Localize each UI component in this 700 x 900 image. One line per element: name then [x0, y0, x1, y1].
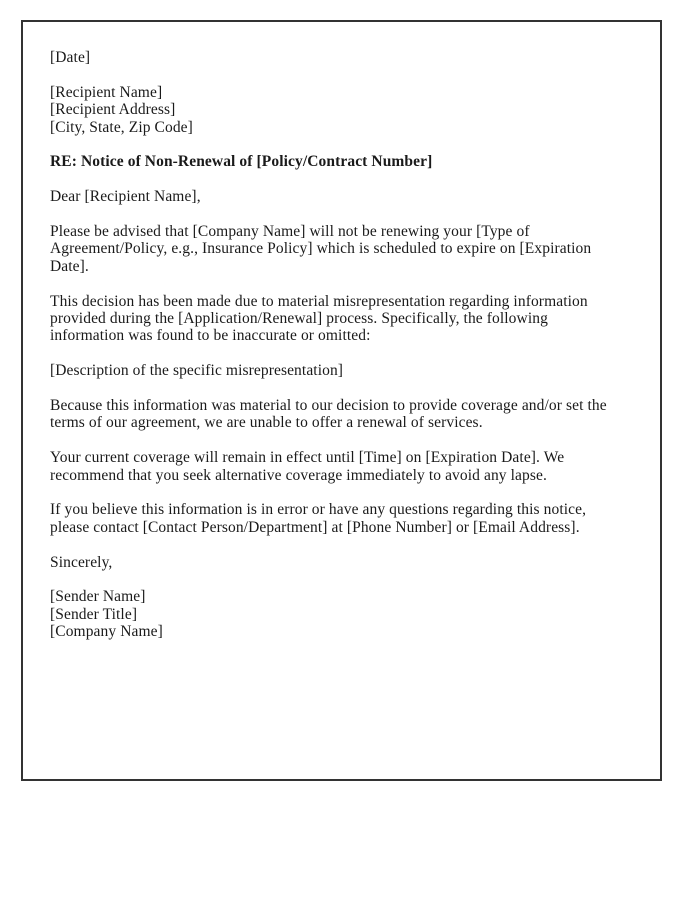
recipient-name-line: [Recipient Name] [50, 83, 163, 101]
signature-block [50, 588, 622, 640]
salutation-line: Dear [Recipient Name], [50, 188, 201, 206]
paragraph-line: If you believe this information is in error or have any questions regarding this notice, [50, 501, 587, 519]
date-block [50, 49, 622, 66]
closing-block [50, 554, 622, 571]
paragraph-misrepresentation-description [50, 362, 622, 379]
recipient-address-line: [Recipient Address] [50, 101, 176, 119]
paragraph-line: [Description of the specific misrepresentation] [50, 362, 344, 380]
paragraph-line: Because this information was material to our decision to provide coverage and/or set the [50, 397, 607, 415]
paragraph-line: Your current coverage will remain in effect until [Time] on [Expiration Date]. We [50, 449, 565, 467]
recipient-city-state-zip-line: [City, State, Zip Code] [50, 118, 193, 136]
paragraph-line: information was found to be inaccurate or omitted: [50, 327, 371, 345]
paragraph-line: recommend that you seek alternative coverage immediately to avoid any lapse. [50, 466, 547, 484]
subject-line: RE: Notice of Non-Renewal of [Policy/Contract Number] [50, 153, 433, 171]
paragraph-contact-info [50, 501, 622, 536]
paragraph-line: please contact [Contact Person/Department] at [Phone Number] or [Email Address]. [50, 518, 580, 536]
paragraph-line: terms of our agreement, we are unable to offer a renewal of services. [50, 414, 483, 432]
letter-page [21, 20, 662, 781]
subject-block [50, 153, 622, 170]
paragraph-coverage-effect [50, 449, 622, 484]
paragraph-line: Please be advised that [Company Name] will not be renewing your [Type of [50, 223, 530, 240]
sender-title-line: [Sender Title] [50, 605, 138, 623]
paragraph-material-information [50, 397, 622, 432]
paragraph-line: Date]. [50, 257, 89, 275]
paragraph-decision-reason [50, 293, 622, 345]
recipient-block [50, 84, 622, 136]
paragraph-line: provided during the [Application/Renewal] process. Specifically, the following [50, 310, 548, 328]
paragraph-line: Agreement/Policy, e.g., Insurance Policy] which is scheduled to expire on [Expiration [50, 240, 592, 258]
sender-name-line: [Sender Name] [50, 588, 146, 606]
paragraph-line: This decision has been made due to material misrepresentation regarding information [50, 292, 588, 310]
closing-line: Sincerely, [50, 553, 113, 571]
paragraph-non-renewal-notice [50, 223, 622, 275]
company-name-line: [Company Name] [50, 623, 163, 641]
salutation-block [50, 188, 622, 205]
date-line: [Date] [50, 49, 91, 66]
